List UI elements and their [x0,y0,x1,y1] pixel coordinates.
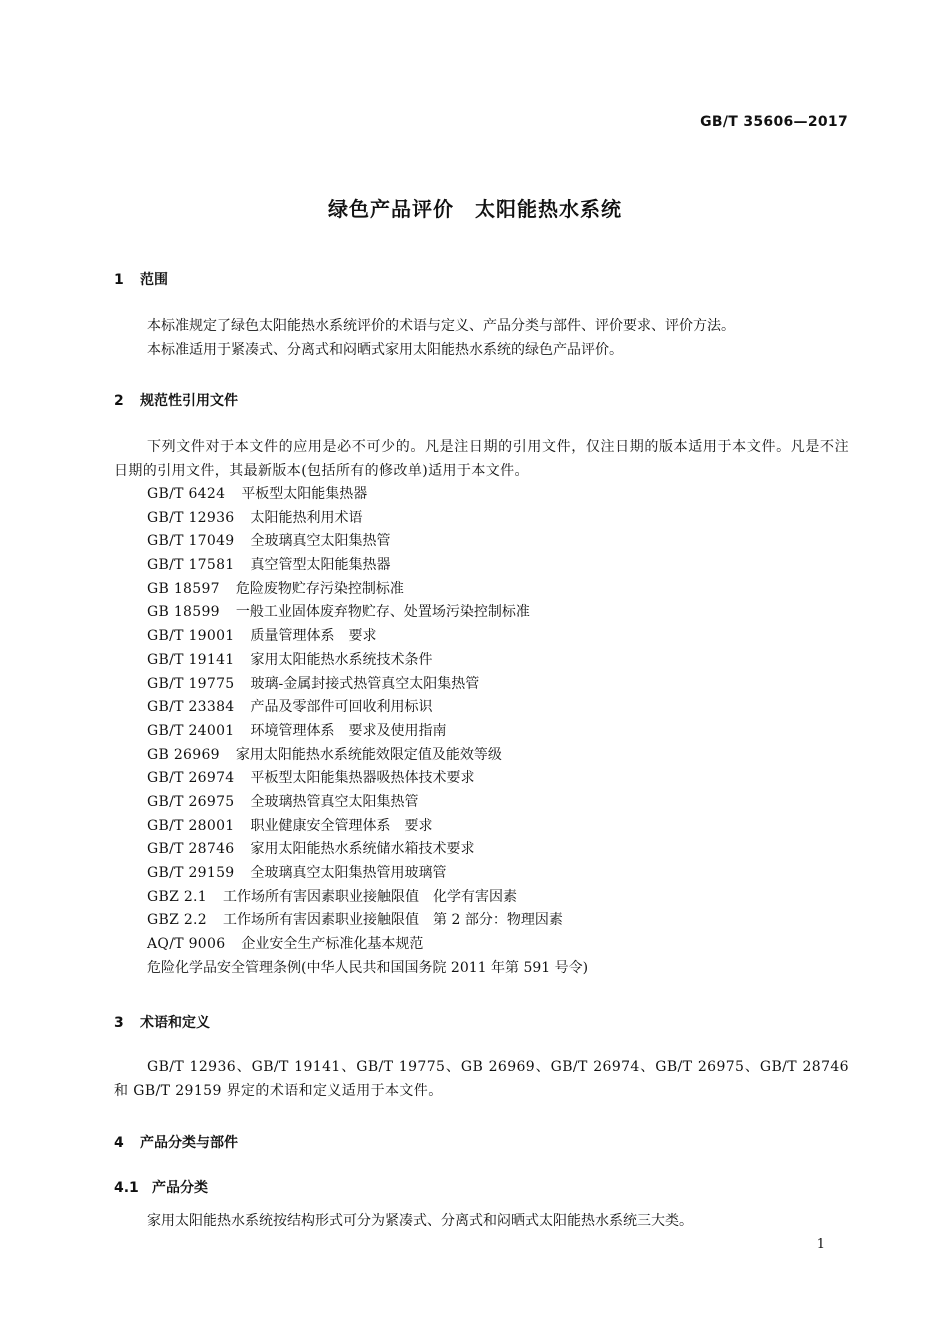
section-2-intro: 下列文件对于本文件的应用是必不可少的。凡是注日期的引用文件，仅注日期的版本适用于本文件。凡是不注日期的引用文件，其最新版本(包括所有的修改单)适用于本文件。 [114,439,849,479]
section-2-title: 规范性引用文件 [140,393,238,409]
reference-code: GB/T 29159 [147,865,235,881]
reference-code: GB/T 19775 [147,675,235,692]
reference-title: 一般工业固体废弃物贮存、处置场污染控制标准 [235,604,530,621]
reference-title: 家用太阳能热水系统储水箱技术要求 [250,841,475,858]
reference-code: GB/T 17049 [147,533,235,550]
reference-code: GB/T 26974 [147,770,235,787]
reference-title: 职业健康安全管理体系 要求 [250,817,433,834]
reference-title: 工作场所有害因素职业接触限值 化学有害因素 [223,888,518,905]
document-title: 绿色产品评价 太阳能热水系统 [328,197,622,221]
reference-code: GB/T 28746 [147,841,235,858]
reference-code: GBZ 2.2 [147,912,208,929]
reference-item [147,673,588,697]
reference-item [147,720,588,744]
reference-title: 环境管理体系 要求及使用指南 [250,722,447,739]
reference-code: GB/T 17581 [147,557,235,574]
section-2-number: 2 [114,393,124,409]
reference-title: 危险废物贮存污染控制标准 [235,580,404,597]
section-1-title: 范围 [140,272,168,288]
section-1-number: 1 [114,272,124,288]
reference-item [147,530,588,554]
section-4-1-heading [114,1177,208,1197]
reference-item [147,791,588,815]
standard-code: GB/T 35606—2017 [700,114,848,130]
reference-title: 产品及零部件可回收利用标识 [250,699,433,716]
section-4-1-title: 产品分类 [152,1180,208,1196]
reference-code: GBZ 2.1 [147,888,208,905]
reference-item [147,957,588,981]
reference-item [147,578,588,602]
reference-item [147,862,588,886]
reference-item [147,909,588,933]
reference-item [147,507,588,531]
reference-item [147,838,588,862]
reference-title: 平板型太阳能集热器 [241,486,368,502]
section-4-1-paragraph: 家用太阳能热水系统按结构形式可分为紧凑式、分离式和闷晒式太阳能热水系统三大类。 [147,1213,693,1229]
section-3-heading [114,1012,210,1032]
reference-code: AQ/T 9006 [147,936,226,953]
section-1-heading [114,269,168,289]
reference-title: 平板型太阳能集热器吸热体技术要求 [250,770,475,787]
reference-item [147,601,588,625]
section-4-title: 产品分类与部件 [140,1135,238,1151]
reference-code: GB/T 28001 [147,817,235,834]
reference-title: 质量管理体系 要求 [250,628,377,645]
reference-title: 企业安全生产标准化基本规范 [241,936,424,953]
reference-title: 危险化学品安全管理条例(中华人民共和国国务院 2011 年第 591 号令) [147,959,589,976]
reference-item [147,625,588,649]
reference-code: GB 18599 [147,604,220,621]
normative-reference-list [147,483,588,980]
reference-code: GB/T 26975 [147,793,235,810]
reference-title: 太阳能热利用术语 [250,509,363,526]
reference-item [147,554,588,578]
reference-code: GB 26969 [147,746,220,763]
page-number: 1 [816,1237,825,1252]
reference-title: 真空管型太阳能集热器 [250,557,391,574]
reference-code: GB/T 12936 [147,509,235,526]
section-1-paragraph-2: 本标准适用于紧凑式、分离式和闷晒式家用太阳能热水系统的绿色产品评价。 [147,342,623,358]
reference-title: 家用太阳能热水系统能效限定值及能效等级 [235,746,502,763]
reference-code: GB/T 19001 [147,628,235,645]
reference-code: GB/T 23384 [147,699,235,716]
reference-item [147,744,588,768]
section-3-paragraph: GB/T 12936、GB/T 19141、GB/T 19775、GB 26969、GB/T 26974、GB/T 26975、GB/T 28746 和 GB/T 29159 界定的术语和定义适用于本文件。 [114,1059,849,1099]
section-3-title: 术语和定义 [140,1015,210,1031]
reference-title: 工作场所有害因素职业接触限值 第 2 部分：物理因素 [223,912,563,929]
reference-item [147,767,588,791]
reference-item [147,483,588,507]
reference-item [147,815,588,839]
reference-item [147,696,588,720]
reference-item [147,886,588,910]
section-4-number: 4 [114,1135,124,1151]
reference-code: GB/T 6424 [147,486,226,502]
reference-code: GB/T 19141 [147,651,235,668]
reference-item [147,649,588,673]
reference-title: 全玻璃真空太阳集热管 [250,533,391,550]
reference-code: GB 18597 [147,580,220,597]
reference-code: GB/T 24001 [147,722,235,739]
reference-item [147,933,588,957]
section-1-paragraph-1: 本标准规定了绿色太阳能热水系统评价的术语与定义、产品分类与部件、评价要求、评价方法。 [147,318,735,334]
reference-title: 玻璃-金属封接式热管真空太阳集热管 [250,675,480,692]
section-4-heading [114,1132,238,1152]
reference-title: 家用太阳能热水系统技术条件 [250,651,433,668]
section-3-number: 3 [114,1015,124,1031]
reference-title: 全玻璃真空太阳集热管用玻璃管 [250,865,447,881]
section-2-heading [114,390,238,410]
section-4-1-number: 4.1 [114,1180,139,1196]
reference-title: 全玻璃热管真空太阳集热管 [250,793,419,810]
